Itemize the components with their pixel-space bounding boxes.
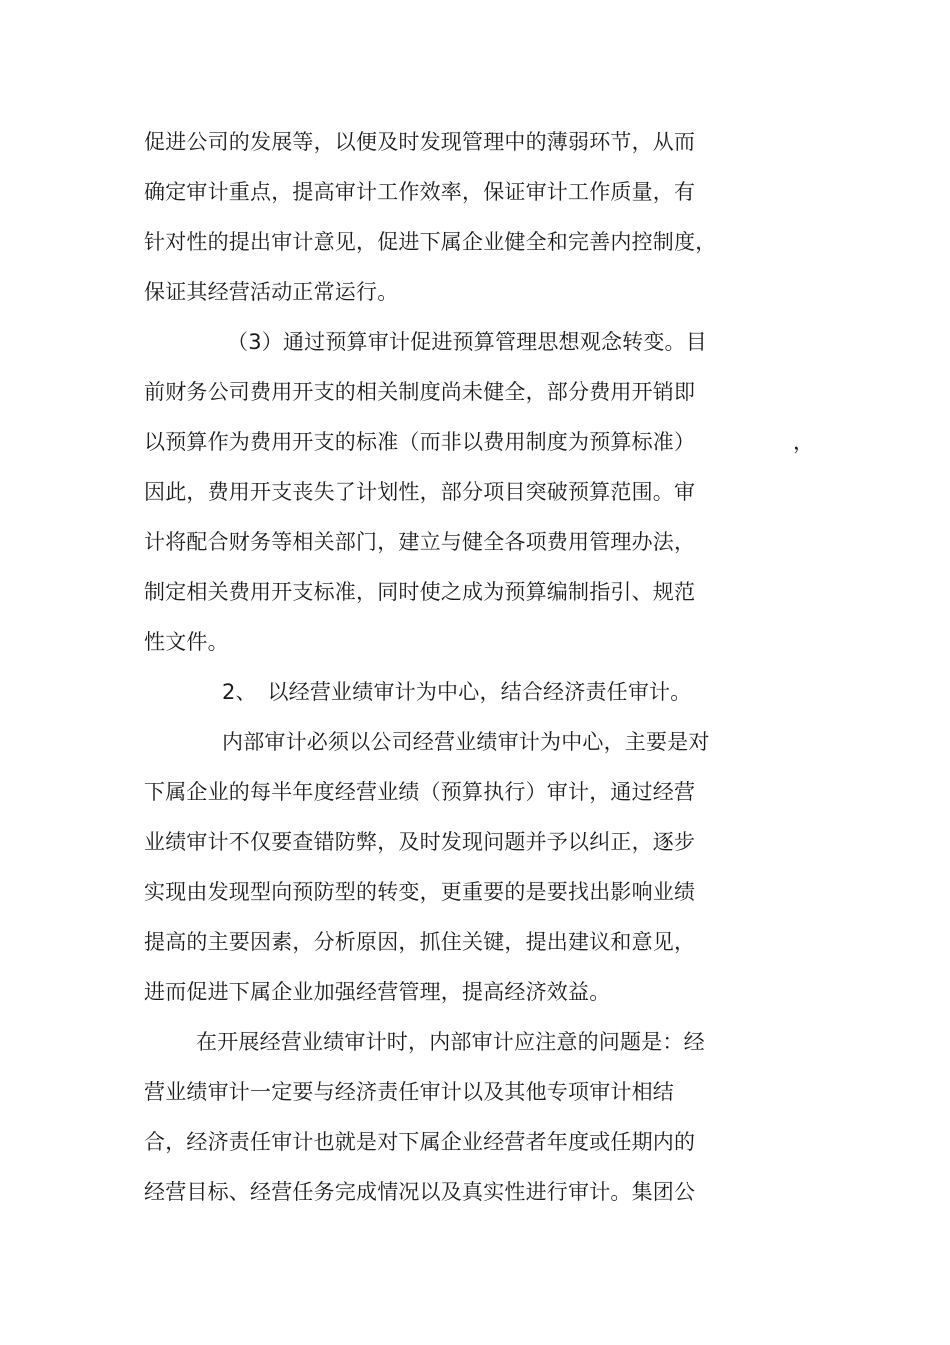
text-line: 以预算作为费用开支的标准（而非以费用制度为预算标准） (144, 430, 696, 454)
text-line: 确定审计重点，提高审计工作效率，保证审计工作质量，有 (144, 180, 696, 204)
section-heading: 2、 以经营业绩审计为中心，结合经济责任审计。 (222, 680, 692, 704)
text-line: 制定相关费用开支标准，同时使之成为预算编制指引、规范 (144, 580, 696, 604)
text-line: 在开展经营业绩审计时，内部审计应注意的问题是：经 (196, 1030, 705, 1054)
text-line: 保证其经营活动正常运行。 (144, 280, 399, 304)
text-line: 营业绩审计一定要与经济责任审计以及其他专项审计相结 (144, 1080, 674, 1104)
trailing-comma: ， (793, 430, 814, 454)
text-line: 进而促进下属企业加强经营管理，提高经济效益。 (144, 980, 611, 1004)
text-line: 实现由发现型向预防型的转变，更重要的是要找出影响业绩 (144, 880, 696, 904)
text-line: 业绩审计不仅要查错防弊，及时发现问题并予以纠正，逐步 (144, 830, 696, 854)
text-line: （3）通过预算审计促进预算管理思想观念转变。目 (227, 330, 707, 354)
text-line: 促进公司的发展等，以便及时发现管理中的薄弱环节，从而 (144, 130, 696, 154)
text-line: 性文件。 (144, 630, 229, 654)
text-line: 经营目标、经营任务完成情况以及真实性进行审计。集团公 (144, 1180, 696, 1204)
text-line: 下属企业的每半年度经营业绩（预算执行）审计，通过经营 (144, 780, 696, 804)
text-line: 前财务公司费用开支的相关制度尚未健全，部分费用开销即 (144, 380, 696, 404)
text-line: 提高的主要因素，分析原因，抓住关键，提出建议和意见， (144, 930, 696, 954)
text-line: 因此，费用开支丧失了计划性，部分项目突破预算范围。审 (144, 480, 696, 504)
text-line: 计将配合财务等相关部门，建立与健全各项费用管理办法， (144, 530, 696, 554)
text-line: 针对性的提出审计意见，促进下属企业健全和完善内控制度， (144, 230, 717, 254)
text-line: 合，经济责任审计也就是对下属企业经营者年度或任期内的 (144, 1130, 696, 1154)
text-line: 内部审计必须以公司经营业绩审计为中心，主要是对 (222, 730, 710, 754)
